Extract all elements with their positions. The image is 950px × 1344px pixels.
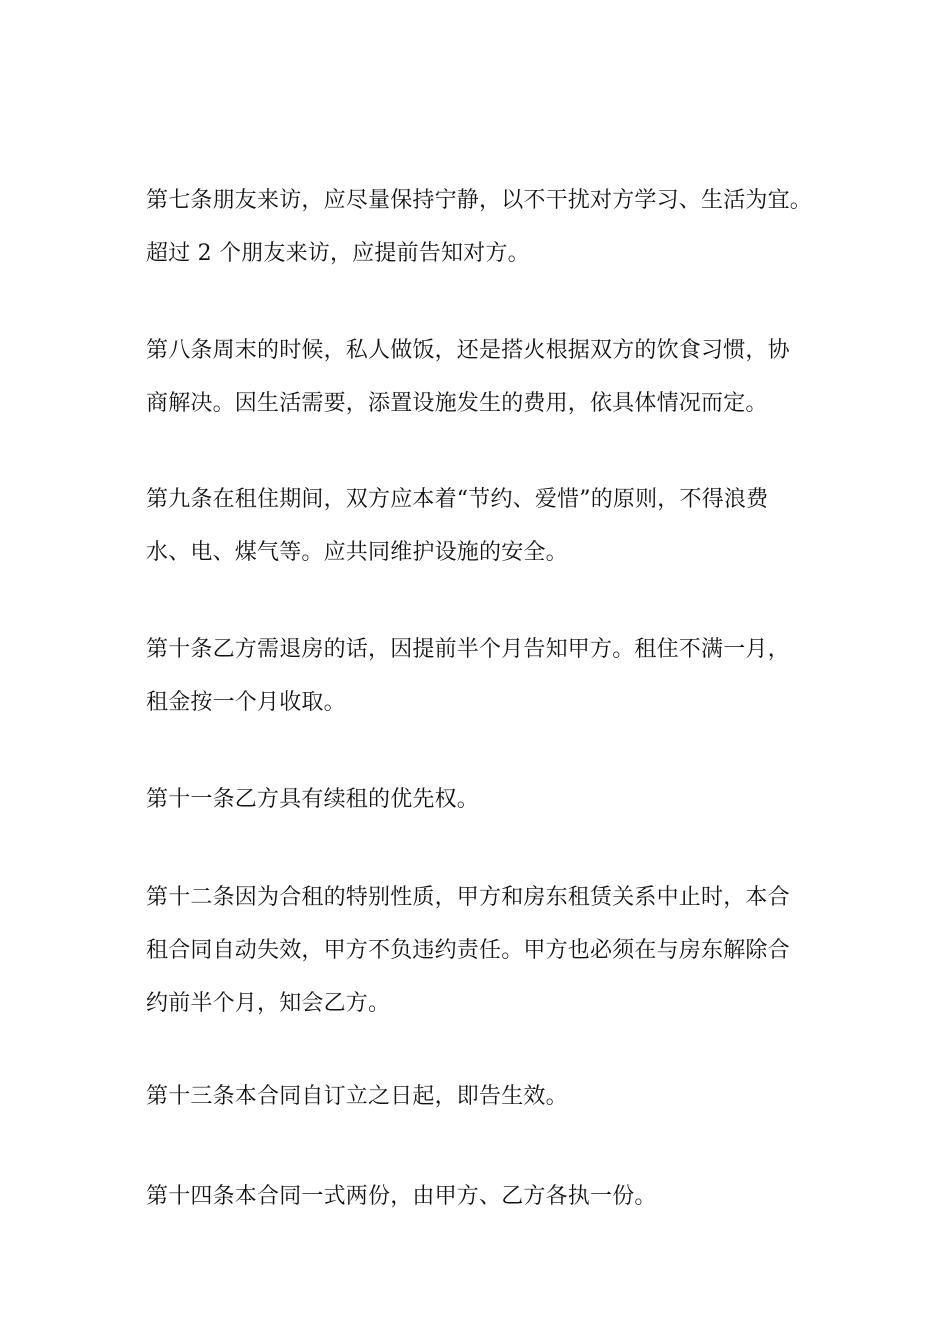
clause-13 (146, 1070, 836, 1123)
clause-14-line-1: 第十四条本合同一式两份，由甲方、乙方各执一份。 (146, 1184, 657, 1209)
clause-9-line-1: 第九条在租住期间，双方应本着“节约、爱惜”的原则，不得浪费 (146, 487, 769, 512)
clause-9 (146, 473, 836, 579)
clause-10-line-1: 第十条乙方需退房的话，因提前半个月告知甲方。租住不满一月， (146, 637, 790, 662)
clause-14 (146, 1170, 836, 1223)
clause-8 (146, 324, 836, 430)
clause-12-line-1: 第十二条因为合租的特别性质，甲方和房东租赁关系中止时，本合 (146, 885, 790, 910)
clause-13-line-1: 第十三条本合同自订立之日起，即告生效。 (146, 1084, 568, 1109)
clause-12-line-2: 租合同自动失效，甲方不负违约责任。甲方也必须在与房东解除合 (146, 938, 790, 963)
clause-12 (146, 871, 836, 1030)
clause-7-line-2: 超过 2 个朋友来访，应提前告知对方。 (146, 241, 530, 266)
clause-11 (146, 773, 836, 826)
clause-8-line-1: 第八条周末的时候，私人做饭，还是搭火根据双方的饮食习惯，协 (146, 338, 790, 363)
clause-12-line-3: 约前半个月，知会乙方。 (146, 991, 391, 1016)
clause-10-line-2: 租金按一个月收取。 (146, 690, 346, 715)
clause-11-line-1: 第十一条乙方具有续租的优先权。 (146, 787, 480, 812)
clause-8-line-2: 商解决。因生活需要，添置设施发生的费用，依具体情况而定。 (146, 391, 768, 416)
clause-10 (146, 623, 836, 729)
clause-7 (146, 174, 836, 280)
clause-7-line-1: 第七条朋友来访，应尽量保持宁静，以不干扰对方学习、生活为宜。 (146, 188, 813, 213)
clause-9-line-2: 水、电、煤气等。应共同维护设施的安全。 (146, 540, 568, 565)
